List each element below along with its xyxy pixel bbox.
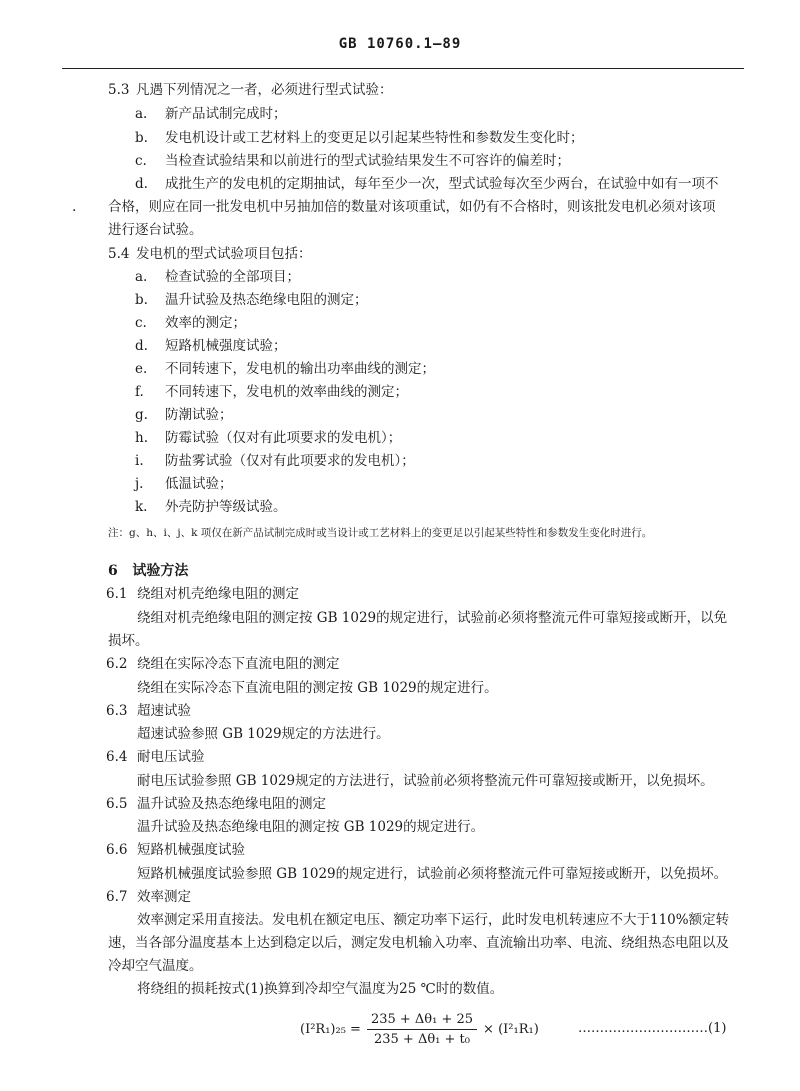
list-item-text: 效率的测定； xyxy=(165,315,246,331)
section-title: 短路机械强度试验 xyxy=(137,842,245,858)
section-number: 6.5 xyxy=(106,796,128,812)
list-item-text: 低温试验； xyxy=(165,476,233,492)
list-item-text: 当检查试验结果和以前进行的型式试验结果发生不可容许的偏差时； xyxy=(165,153,570,169)
section-number: 6.7 xyxy=(106,889,128,905)
list-item-text: 温升试验及热态绝缘电阻的测定； xyxy=(165,292,368,308)
section-title: 发电机的型式试验项目包括： xyxy=(136,246,312,262)
section-number: 6.6 xyxy=(106,842,128,858)
list-item-text: 防霉试验（仅对有此项要求的发电机）； xyxy=(165,430,402,446)
list-item-text: 不同转速下，发电机的效率曲线的测定； xyxy=(165,384,408,400)
paragraph-line: 短路机械强度试验参照 GB 1029的规定进行，试验前必须将整流元件可靠短接或断开，以免损坏。 xyxy=(137,866,728,882)
section-number: 5.3 xyxy=(108,82,130,98)
list-item-letter: c. xyxy=(135,153,147,169)
chapter-title: 试验方法 xyxy=(132,563,189,579)
formula-fraction xyxy=(367,1012,477,1047)
paragraph-line: 损坏。 xyxy=(108,633,149,649)
paragraph-line: 效率测定采用直接法。发电机在额定电压、额定功率下运行，此时发电机转速应不大于110%额定转 xyxy=(137,912,730,928)
list-item-text: 发电机设计或工艺材料上的变更足以引起某些特性和参数发生变化时； xyxy=(165,130,584,146)
list-item-text: 外壳防护等级试验。 xyxy=(165,499,287,515)
list-item-letter: b. xyxy=(135,292,148,308)
formula-rhs: × (I²₁R₁) xyxy=(483,1022,539,1037)
section-5-4-heading xyxy=(108,245,312,263)
list-item-letter: b. xyxy=(135,130,148,146)
section-number: 6.2 xyxy=(106,656,128,672)
list-item-text: 不同转速下，发电机的输出功率曲线的测定； xyxy=(165,361,435,377)
section-title: 绕组在实际冷态下直流电阻的测定 xyxy=(137,656,340,672)
section-title: 效率测定 xyxy=(137,889,191,905)
loss-conversion-formula xyxy=(300,1012,539,1047)
list-item-letter: a. xyxy=(135,269,148,285)
list-item-text: 检查试验的全部项目； xyxy=(165,269,300,285)
section-number: 5.4 xyxy=(108,246,130,262)
margin-mark: · xyxy=(72,203,77,219)
list-item-text: 防盐雾试验（仅对有此项要求的发电机）； xyxy=(165,453,415,469)
paragraph-line: 进行逐台试验。 xyxy=(108,222,203,238)
list-item-letter: g. xyxy=(135,407,148,423)
paragraph-line: 绕组对机壳绝缘电阻的测定按 GB 1029的规定进行，试验前必须将整流元件可靠短接或断开，以免 xyxy=(137,610,728,626)
list-item-letter: h. xyxy=(135,430,148,446)
section-number: 6.4 xyxy=(106,749,128,765)
section-5-3-heading xyxy=(108,81,393,99)
paragraph-line: 耐电压试验参照 GB 1029规定的方法进行，试验前必须将整流元件可靠短接或断开，以免损坏。 xyxy=(137,773,714,789)
list-item-text: 防潮试验； xyxy=(165,407,233,423)
list-item-letter: i. xyxy=(135,453,144,469)
header-rule xyxy=(62,68,744,69)
list-item-text: 成批生产的发电机的定期抽试，每年至少一次，型式试验每次至少两台，在试验中如有一项不 xyxy=(165,176,719,192)
paragraph-line: 合格，则应在同一批发电机中另抽加倍的数量对该项重试，如仍有不合格时，则该批发电机必须对该项 xyxy=(108,199,716,215)
paragraph-line: 冷却空气温度。 xyxy=(108,958,203,974)
note-text: 注：g、h、i、j、k 项仅在新产品试制完成时或当设计或工艺材料上的变更足以引起某些特性和参数发生变化时进行。 xyxy=(108,527,653,539)
list-item-text: 短路机械强度试验； xyxy=(165,338,287,354)
standard-header: GB 10760.1—89 xyxy=(338,36,462,52)
section-title: 超速试验 xyxy=(137,703,191,719)
paragraph-line: 绕组在实际冷态下直流电阻的测定按 GB 1029的规定进行。 xyxy=(137,680,498,696)
section-number: 6.3 xyxy=(106,703,128,719)
list-item-letter: j. xyxy=(135,476,144,492)
chapter-heading xyxy=(108,560,188,580)
formula-denominator: 235 + Δθ₁ + t₀ xyxy=(373,1032,470,1047)
section-title: 耐电压试验 xyxy=(137,749,205,765)
list-item-text: 新产品试制完成时； xyxy=(165,106,287,122)
list-item-letter: d. xyxy=(135,338,148,354)
paragraph-line: 超速试验参照 GB 1029规定的方法进行。 xyxy=(137,726,390,742)
equation-number: …………………………(1) xyxy=(578,1021,727,1036)
chapter-number: 6 xyxy=(108,563,118,579)
section-number: 6.1 xyxy=(106,586,128,602)
list-item-letter: a. xyxy=(135,106,148,122)
section-title: 绕组对机壳绝缘电阻的测定 xyxy=(137,586,299,602)
formula-numerator: 235 + Δθ₁ + 25 xyxy=(367,1012,477,1030)
list-item-letter: k. xyxy=(135,499,148,515)
paragraph-line: 温升试验及热态绝缘电阻的测定按 GB 1029的规定进行。 xyxy=(137,819,485,835)
paragraph-line: 速，当各部分温度基本上达到稳定以后，测定发电机输入功率、直流输出功率、电流、绕组热态电阻以及 xyxy=(108,935,729,951)
list-item-letter: f. xyxy=(135,384,144,400)
section-title: 凡遇下列情况之一者，必须进行型式试验： xyxy=(136,82,393,98)
paragraph-line: 将绕组的损耗按式(1)换算到冷却空气温度为25 ℃时的数值。 xyxy=(137,981,504,997)
formula-lhs: (I²R₁)₂₅ = xyxy=(300,1022,361,1037)
list-item-letter: d. xyxy=(135,176,148,192)
list-item-letter: e. xyxy=(135,361,148,377)
section-title: 温升试验及热态绝缘电阻的测定 xyxy=(137,796,326,812)
list-item-letter: c. xyxy=(135,315,147,331)
